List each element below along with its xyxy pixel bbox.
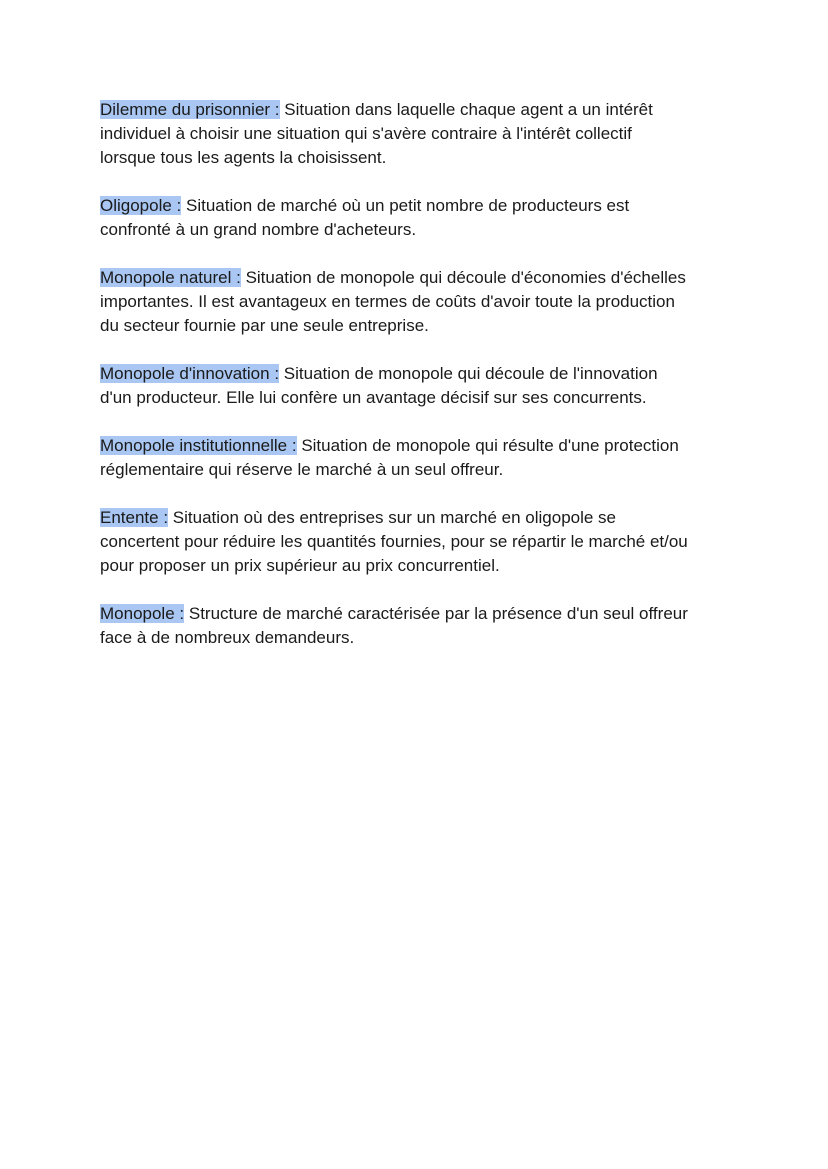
definition-text-line: d'un producteur. Elle lui confère un avantage décisif sur ses concurrents. — [100, 388, 647, 407]
definition-entry — [100, 434, 740, 482]
definition-text-line: importantes. Il est avantageux en termes de coûts d'avoir toute la production — [100, 292, 675, 311]
definition-entry — [100, 98, 740, 170]
definition-entry — [100, 194, 740, 242]
definition-text-line: Situation de monopole qui résulte d'une protection — [301, 436, 679, 455]
definition-term: Monopole : — [100, 604, 185, 623]
definition-text-line: Situation où des entreprises sur un marché en oligopole se — [172, 508, 617, 527]
definition-text-line: Structure de marché caractérisée par la présence d'un seul offreur — [188, 604, 688, 623]
definitions-list — [100, 98, 740, 674]
definition-text-line: Situation dans laquelle chaque agent a un intérêt — [284, 100, 653, 119]
definition-text-line: individuel à choisir une situation qui s'avère contraire à l'intérêt collectif — [100, 124, 632, 143]
definition-term: Monopole d'innovation : — [100, 364, 280, 383]
definition-text-line: face à de nombreux demandeurs. — [100, 628, 355, 647]
definition-text-line: Situation de monopole qui découle de l'innovation — [283, 364, 658, 383]
definition-text-line: lorsque tous les agents la choisissent. — [100, 148, 387, 167]
definition-term: Entente : — [100, 508, 169, 527]
definition-text-line: pour proposer un prix supérieur au prix concurrentiel. — [100, 556, 500, 575]
definition-text-line: confronté à un grand nombre d'acheteurs. — [100, 220, 417, 239]
definition-text-line: du secteur fournie par une seule entreprise. — [100, 316, 429, 335]
definition-term: Monopole institutionnelle : — [100, 436, 297, 455]
definition-text-line: Situation de monopole qui découle d'économies d'échelles — [245, 268, 686, 287]
definition-term: Oligopole : — [100, 196, 182, 215]
definition-entry — [100, 362, 740, 410]
definition-text-line: réglementaire qui réserve le marché à un seul offreur. — [100, 460, 504, 479]
definition-text-line: Situation de marché où un petit nombre de producteurs est — [186, 196, 630, 215]
definition-entry — [100, 506, 740, 578]
definition-entry — [100, 266, 740, 338]
definition-term: Monopole naturel : — [100, 268, 241, 287]
definition-entry — [100, 602, 740, 650]
definition-text-line: concertent pour réduire les quantités fournies, pour se répartir le marché et/ou — [100, 532, 688, 551]
definition-term: Dilemme du prisonnier : — [100, 100, 280, 119]
